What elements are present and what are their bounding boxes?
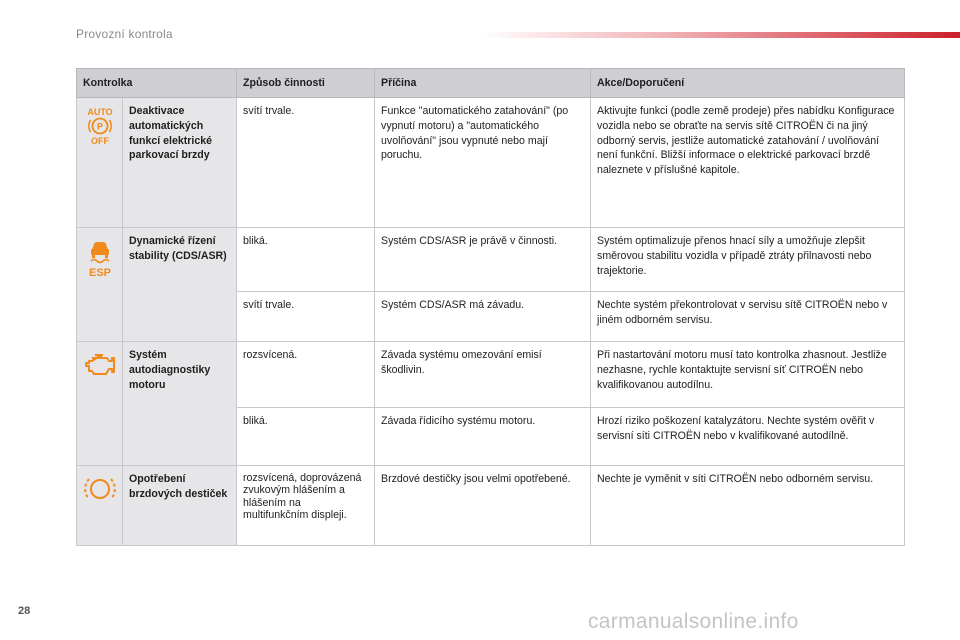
header-accent-bar (480, 32, 960, 38)
table-row (77, 98, 905, 228)
action-cell: Hrozí riziko poškození katalyzátoru. Nechte systém ověřit v servisní síti CITROËN nebo v kvalifikované autodílně. (591, 408, 905, 466)
warning-name: Dynamické řízení stability (CDS/ASR) (123, 228, 237, 342)
watermark: carmanualsonline.info (588, 610, 799, 633)
icon-cell (77, 466, 123, 546)
cause-cell: Systém CDS/ASR má závadu. (375, 292, 591, 342)
column-header-cause: Příčina (375, 69, 591, 98)
icon-cell (77, 98, 123, 228)
action-cell: Systém optimalizuje přenos hnací síly a umožňuje zlepšit směrovou stabilitu vozidla v případě ztráty přilnavosti nebo trajektorie. (591, 228, 905, 292)
column-header-mode: Způsob činnosti (237, 69, 375, 98)
svg-text:OFF: OFF (91, 136, 109, 146)
table-row (77, 228, 905, 292)
svg-text:AUTO: AUTO (87, 107, 113, 117)
cause-cell: Funkce "automatického zatahování" (po vypnutí motoru) a "automatického uvolňování" jsou vypnuté nebo mají poruchu. (375, 98, 591, 228)
cause-cell: Závada systému omezování emisí škodlivin. (375, 342, 591, 408)
icon-cell (77, 228, 123, 342)
cause-cell: Závada řídicího systému motoru. (375, 408, 591, 466)
esp-stability-icon (83, 236, 116, 278)
action-cell: Aktivujte funkci (podle země prodeje) přes nabídku Konfigurace vozidla nebo se obraťte na servis sítě CITROËN či na jiný odborný servis, jestliže automatické zatahování / uvolňování není funkční. Bližší informace o elektrické parkovací brzdě naleznete v příslušné kapitole. (591, 98, 905, 228)
mode-cell: rozsvícená. (237, 342, 375, 408)
table-header-row (77, 69, 905, 98)
section-title: Provozní kontrola (76, 27, 173, 41)
svg-text:P: P (96, 121, 104, 132)
warning-name: Systém autodiagnostiky motoru (123, 342, 237, 466)
warning-name: Opotřebení brzdových destiček (123, 466, 237, 546)
page-number: 28 (18, 605, 31, 617)
mode-cell: bliká. (237, 228, 375, 292)
action-cell: Při nastartování motoru musí tato kontrolka zhasnout. Jestliže nezhasne, rychle kontaktujte servisní síť CITROËN nebo kvalifikovanou autodílnu. (591, 342, 905, 408)
cause-cell: Brzdové destičky jsou velmi opotřebené. (375, 466, 591, 546)
auto-off-parking-brake-icon (83, 106, 116, 146)
column-header-action: Akce/Doporučení (591, 69, 905, 98)
warning-lights-table (76, 68, 905, 546)
action-cell: Nechte systém překontrolovat v servisu sítě CITROËN nebo v jiném odborném servisu. (591, 292, 905, 342)
mode-cell: svítí trvale. (237, 98, 375, 228)
mode-cell: bliká. (237, 408, 375, 466)
mode-cell: svítí trvale. (237, 292, 375, 342)
table-row (77, 342, 905, 408)
mode-cell: rozsvícená, doprovázená zvukovým hlášením a hlášením na multifunkčním displeji. (237, 466, 375, 546)
engine-check-icon (83, 350, 116, 380)
table-row (77, 466, 905, 546)
svg-text:ESP: ESP (88, 267, 112, 278)
cause-cell: Systém CDS/ASR je právě v činnosti. (375, 228, 591, 292)
icon-cell (77, 342, 123, 466)
column-header-kontrolka: Kontrolka (77, 69, 237, 98)
action-cell: Nechte je vyměnit v síti CITROËN nebo odborném servisu. (591, 466, 905, 546)
brake-pad-wear-icon (83, 474, 116, 504)
warning-name: Deaktivace automatických funkcí elektrické parkovací brzdy (123, 98, 237, 228)
